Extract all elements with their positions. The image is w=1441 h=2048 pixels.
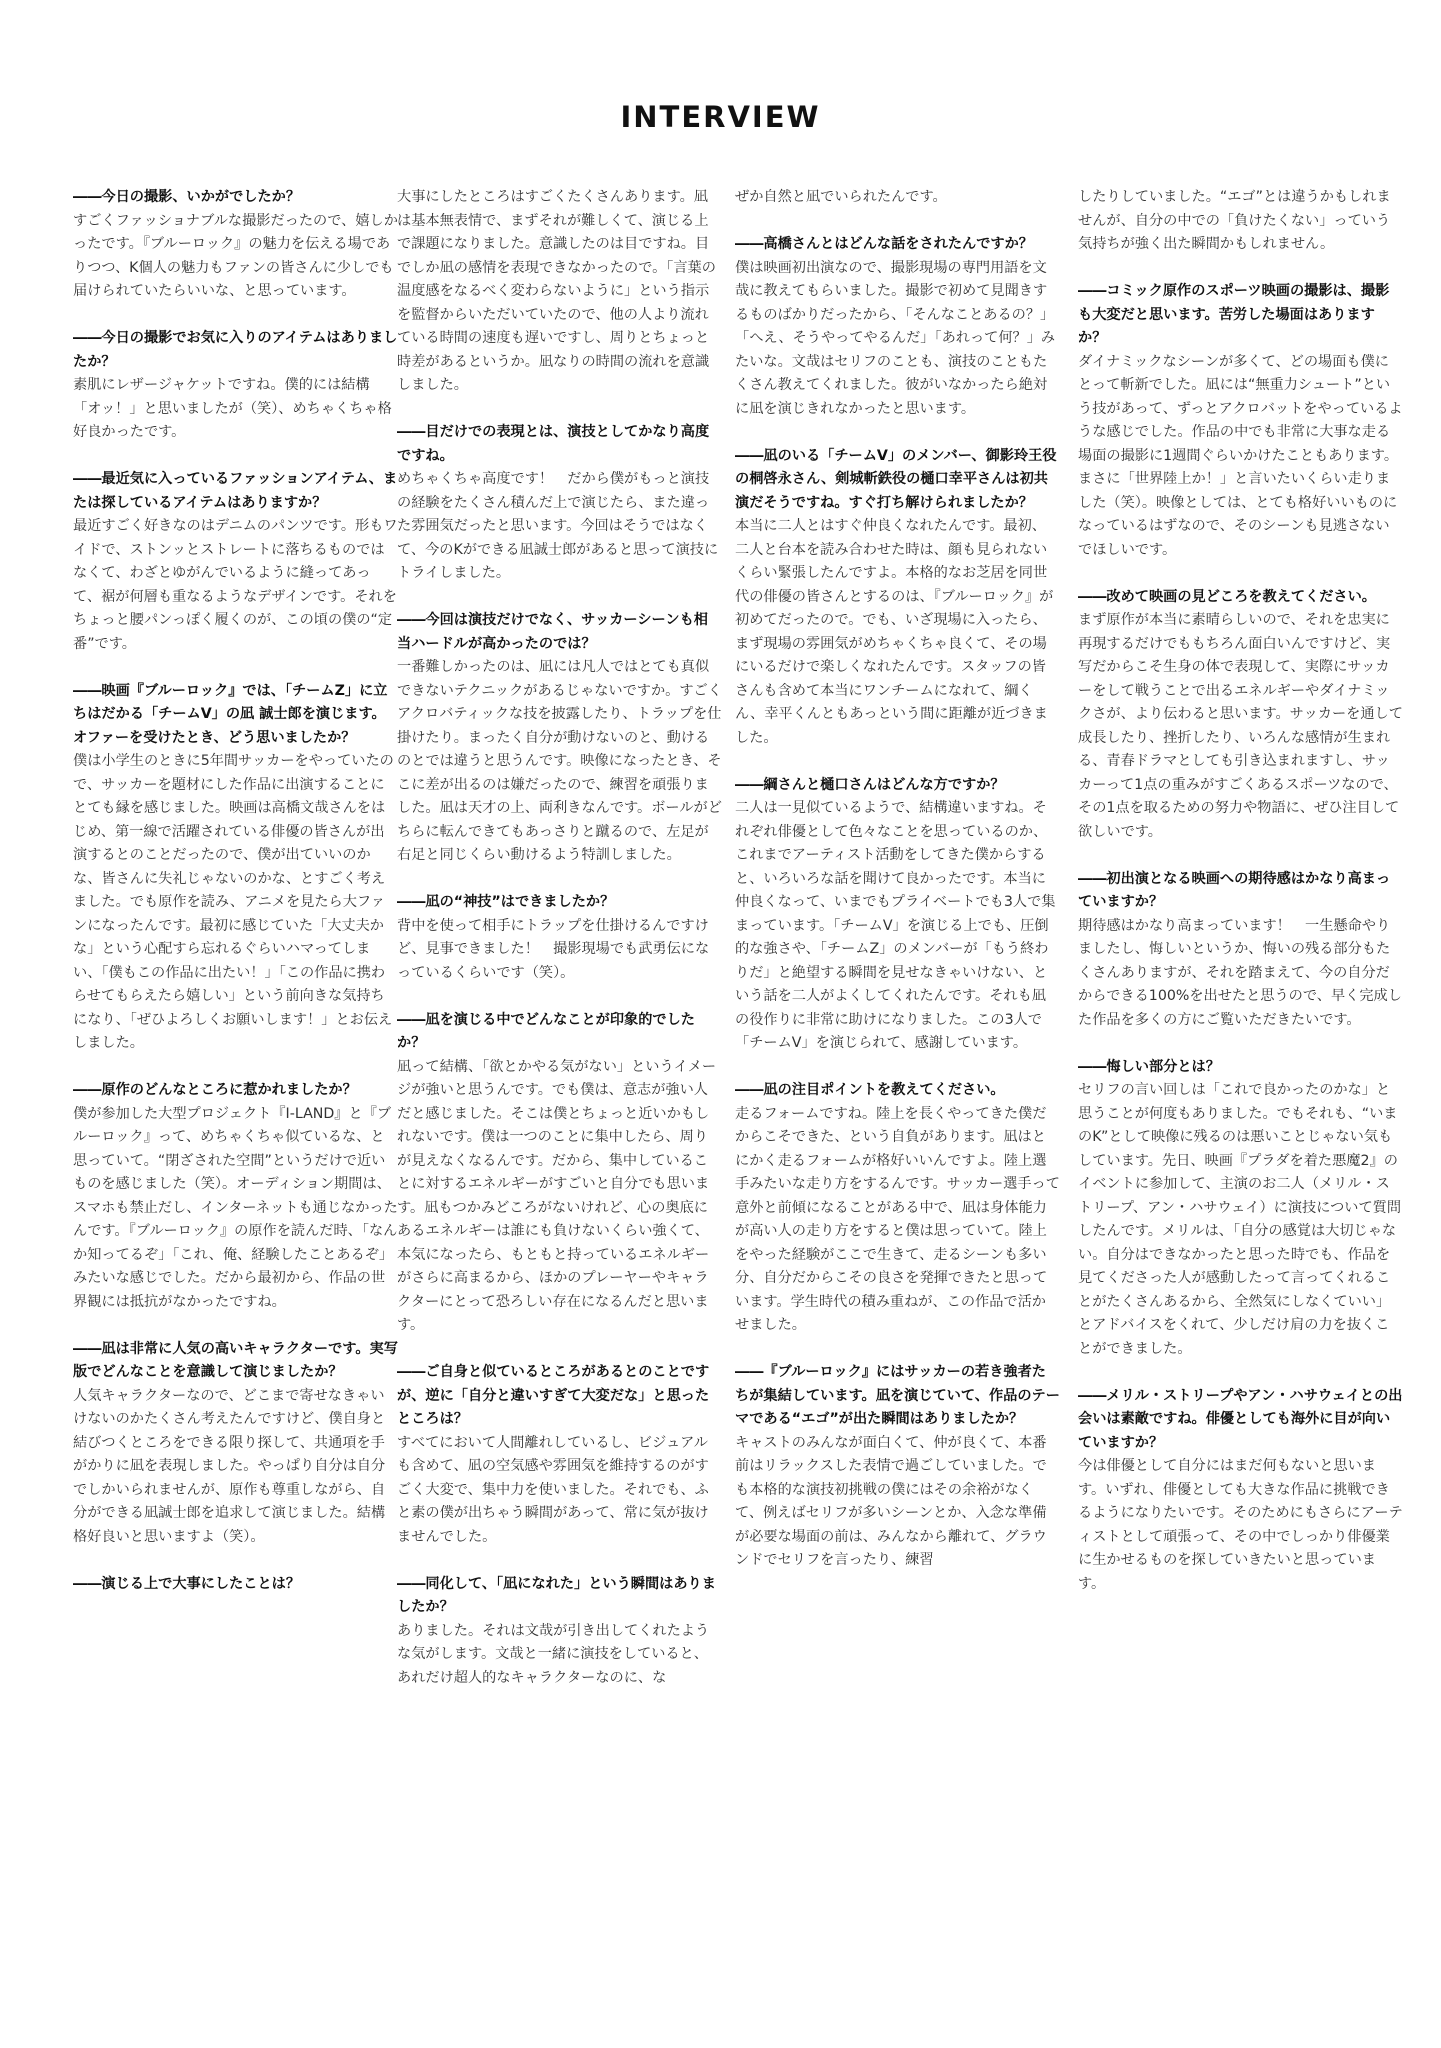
interview-answer: すべてにおいて人間離れしているし、ビジュアルも含めて、凪の空気感や雰囲気を維持するのがすごく大変で、集中力を使いました。それでも、ふと素の僕が出ちゃう瞬間があって、常に気が抜けませんでした。 <box>397 1434 709 1545</box>
interview-question: ――演じる上で大事にしたことは？ <box>73 1575 301 1592</box>
section-spacer <box>397 1338 722 1362</box>
section-spacer <box>1078 257 1403 281</box>
section-spacer <box>735 1338 1060 1362</box>
interview-question: ――今日の撮影、いかがでしたか？ <box>73 189 301 205</box>
interview-answer: 人気キャラクターなので、どこまで寄せなきゃいけないのかたくさん考えたんですけど、僕自身と結びつくところをできる限り探して、共通項を手がかりに凪を表現しました。やっぱり自分は自分でしかいられませんが、原作も尊重しながら、自分ができる凪誠士郎を追求して演じました。結構格好良いと思いますよ（笑）。 <box>73 1387 386 1545</box>
interview-question: ――同化して、「凪になれた」という瞬間はありましたか？ <box>397 1575 716 1615</box>
interview-question: ――凪を演じる中でどんなことが印象的でしたか？ <box>397 1011 695 1051</box>
interview-answer: 素肌にレザージャケットですね。僕的には結構「オッ！」と思いましたが（笑）、めちゃくちゃ格好良かったです。 <box>73 377 392 440</box>
section-spacer <box>397 985 722 1009</box>
interview-answer: セリフの言い回しは「これで良かったのかな」と思うことが何度もありました。でもそれも、“いまのK”として映像に残るのは悪いことじゃない気もしています。先日、映画『プラダを着た悪魔2』のイベントに参加して、主演のお二人（メリル・ストリープ、アン・ハサウェイ）に演技について質問したんです。メリルは、「自分の感覚は大切じゃない。自分はできなかったと思った時でも、作品を見てくださった人が感動したって言ってくれることがたくさんあるから、全然気にしなくていい」とアドバイスをくれて、少しだけ肩の力を抜くことができました。 <box>1078 1082 1402 1357</box>
interview-question: ――『ブルーロック』にはサッカーの若き強者たちが集結しています。凪を演じていて、作品のテーマである“エゴ”が出た瞬間はありましたか？ <box>735 1364 1060 1427</box>
section-spacer <box>735 421 1060 445</box>
interview-question: ――コミック原作のスポーツ映画の撮影は、撮影も大変だと思います。苦労した場面はありますか？ <box>1078 283 1390 346</box>
interview-question: ――映画『ブルーロック』では、「チームZ」に立ちはだかる「チームV」の凪 誠士郎を演じます。オファーを受けたとき、どう思いましたか？ <box>73 682 388 746</box>
interview-question: ――ご自身と似ているところがあるとのことですが、逆に「自分と違いすぎて大変だな」と思ったところは？ <box>397 1364 710 1427</box>
section-spacer <box>735 1056 1060 1080</box>
interview-question: ――凪は非常に人気の高いキャラクターです。実写版でどんなことを意識して演じましたか？ <box>73 1340 398 1380</box>
interview-answer: キャストのみんなが面白くて、仲が良くて、本番前はリラックスした表情で過ごしていました。でも本格的な演技初挑戦の僕にはその余裕がなくて、例えばセリフが多いシーンとか、入念な準備が必要な場面の前は、みんなから離れて、グラウンドでセリフを言ったり、練習 <box>735 1434 1047 1568</box>
section-spacer <box>1078 562 1403 586</box>
column-1 <box>73 186 398 1596</box>
interview-question: ――目だけでの表現とは、演技としてかなり高度ですね。 <box>397 424 710 464</box>
interview-answer: ダイナミックなシーンが多くて、どの場面も僕にとって斬新でした。凪には“無重力シュート”という技があって、ずっとアクロバットをやっているような感じでした。作品の中でも非常に大事な走る場面の撮影に1週間ぐらいかけたこともあります。まさに「世界陸上か！」と言いたいくらい走りました（笑）。映像としては、とても格好いいものになっているはずなので、そのシーンも見逃さないでほしいです。 <box>1078 353 1403 558</box>
interview-answer: 僕は小学生のときに5年間サッカーをやっていたので、サッカーを題材にした作品に出演することにとても縁を感じました。映画は高橋文哉さんをはじめ、第一線で活躍されている俳優の皆さんが出演するとのことだったので、僕が出ていいのかな、皆さんに失礼じゃないのかな、とすごく考えました。でも原作を読み、アニメを見たら大ファンになったんです。最初に感じていた「大丈夫かな」という心配すら忘れるぐらいハマってしまい、「僕もこの作品に出たい！」「この作品に携わらせてもらえたら嬉しい」という前向きな気持ちになり、「ぜひよろしくお願いします！」とお伝えしました。 <box>73 753 394 1051</box>
interview-question: ――綱さんと樋口さんはどんな方ですか？ <box>735 776 1005 793</box>
interview-answer: 期待感はかなり高まっています！ 一生懸命やりましたし、悔しいというか、悔いの残る部分もたくさんありますが、それを踏まえて、今の自分だからできる100%を出せたと思うので、早く完成した作品を多くの方にご覧いただきたいです。 <box>1078 917 1402 1028</box>
section-spacer <box>397 398 722 422</box>
interview-answer: 一番難しかったのは、凪には凡人ではとても真似できないテクニックがあるじゃないですか。すごくアクロバティックな技を披露したり、トラップを仕掛けたり。まったく自分が動けないのと、動けるのとでは違うと思うんです。映像になったとき、そこに差が出るのは嫌だったので、練習を頑張りました。凪は天才の上、両利きなんです。ボールがどちらに転んできてもあっさりと蹴るので、左足が右足と同じくらい動けるよう特訓しました。 <box>397 659 722 863</box>
interview-answer: ありました。それは文哉が引き出してくれたような気がします。文哉と一緒に演技をしていると、あれだけ超人的なキャラクターなのに、な <box>397 1622 710 1686</box>
interview-question: ――原作のどんなところに惹かれましたか？ <box>73 1082 357 1098</box>
section-spacer <box>397 868 722 892</box>
interview-question: ――改めて映画の見どころを教えてください。 <box>1078 588 1376 605</box>
interview-answer: 走るフォームですね。陸上を長くやってきた僕だからこそできた、という自負があります。凪はとにかく走るフォームが格好いいんですよ。陸上選手みたいな走り方をするんです。サッカー選手って意外と前傾になることがある中で、凪は身体能力が高い人の走り方をすると僕は思っていて。陸上をやった経験がここで生きて、走るシーンも多い分、自分だからこその良さを発揮できたと思っています。学生時代の積み重ねが、この作品で活かせました。 <box>735 1105 1060 1333</box>
interview-question: ――凪の“神技”はできましたか？ <box>397 894 615 910</box>
interview-answer: すごくファッショナブルな撮影だったので、嬉しかったです。『ブルーロック』の魅力を伝える場でありつつ、K個人の魅力もファンの皆さんに少しでも届けられていたらいいな、と思っています。 <box>73 212 398 299</box>
section-spacer <box>73 1549 398 1573</box>
section-spacer <box>73 304 398 328</box>
page-title: INTERVIEW <box>620 100 821 134</box>
interview-answer: 背中を使って相手にトラップを仕掛けるんですけど、見事できました！ 撮影現場でも武勇伝になっているくらいです（笑）。 <box>397 917 710 981</box>
interview-question: ――メリル・ストリープやアン・ハサウェイとの出会いは素敵ですね。俳優としても海外に目が向いていますか？ <box>1078 1387 1403 1451</box>
interview-question: ――高橋さんとはどんな話をされたんですか？ <box>735 236 1033 252</box>
interview-answer: 凪って結構、「欲とかやる気がない」というイメージが強いと思うんです。でも僕は、意志が強い人だと感じました。そこは僕とちょっと近いかもしれないです。僕は一つのことに集中したら、周りが見えなくなるんです。だから、集中していることに対するエネルギーがすごいと自分でも思います。凪もつかみどころがないけれど、心の奥底にあるエネルギーは誰にも負けないくらい強くて、本気になったら、もともと持っているエネルギーがさらに高まるから、ほかのプレーヤーやキャラクターにとって恐ろしい存在になるんだと思います。 <box>397 1058 717 1333</box>
interview-answer: 僕は映画初出演なので、撮影現場の専門用語を文哉に教えてもらいました。撮影で初めて見聞きするものばかりだったから、「そんなことあるの？」「へえ、そうやってやるんだ」「あれって何？」みたいな。文哉はセリフのことも、演技のこともたくさん教えてくれました。彼がいなかったら絶対に凪を演じきれなかったと思います。 <box>735 259 1056 417</box>
interview-answer: 僕が参加した大型プロジェクト『I-LAND』と『ブルーロック』って、めちゃくちゃ似ているな、と思っていて。“閉ざされた空間”というだけで近いものを感じました（笑）。オーディション期間は、スマホも禁止だし、インターネットも通じなかったんです。『ブルーロック』の原作を読んだ時、「なんか知ってるぞ」「これ、俺、経験したことあるぞ」みたいな感じでした。だから最初から、作品の世界観には抵抗がなかったですね。 <box>73 1105 398 1310</box>
column-3 <box>735 186 1060 1573</box>
interview-question: ――凪の注目ポイントを教えてください。 <box>735 1082 1005 1098</box>
section-spacer <box>1078 1361 1403 1385</box>
interview-answer: めちゃくちゃ高度です！ だから僕がもっと演技の経験をたくさん積んだ上で演じたら、また違った雰囲気だったと思います。今回はそうではなくて、今のKができる凪誠士郎があると思って演技にトライしました。 <box>397 471 719 581</box>
interview-answer: 最近すごく好きなのはデニムのパンツです。形もワイドで、ストンッとストレートに落ちるものではなくて、わざとゆがんでいるように縫ってあって、裾が何層も重なるようなデザインです。それをちょっと腰パンっぽく履くのが、この頃の僕の“定番”です。 <box>73 518 398 652</box>
interview-question: ――最近気に入っているファッションアイテム、または探しているアイテムはありますか？ <box>73 471 398 511</box>
column-2 <box>397 186 722 1690</box>
interview-answer: まず原作が本当に素晴らしいので、それを忠実に再現するだけでももちろん面白いんですけど、実写だからこそ生身の体で表現して、実際にサッカーをして戦うことで出るエネルギーやダイナミックさが、より伝わると思います。サッカーを通して成長したり、挫折したり、いろんな感情が生まれる、青春ドラマとしても引き込まれますし、サッカーって1点の重みがすごくあるスポーツなので、その1点を取るための努力や物語に、ぜひ注目して欲しいです。 <box>1078 612 1403 840</box>
interview-answer: 大事にしたところはすごくたくさんあります。凪は基本無表情で、まずそれが難しくて、演じる上で課題になりました。意識したのは目ですね。目でしか凪の感情を表現できなかったので。「言葉の温度感をなるべく変わらないように」という指示を監督からいただいていたので、他の人より流れている時間の速度も遅いですし、周りとちょっと時差があるというか。凪なりの時間の流れを意識しました。 <box>397 189 716 393</box>
interview-answer: 今は俳優として自分にはまだ何もないと思います。いずれ、俳優としても大きな作品に挑戦できるようになりたいです。そのためにもさらにアーティストとして頑張って、その中でしっかり俳優業に生かせるものを探していきたいと思っています。 <box>1078 1458 1403 1592</box>
interview-question: ――今日の撮影でお気に入りのアイテムはありましたか？ <box>73 330 398 370</box>
section-spacer <box>73 445 398 469</box>
interview-question: ――凪のいる「チームV」のメンバー、御影玲王役の桐啓永さん、剣城斬鉄役の樋口幸平さんは初共演だそうですね。すぐ打ち解けられましたか？ <box>735 447 1057 511</box>
interview-question: ――今回は演技だけでなく、サッカーシーンも相当ハードルが高かったのでは？ <box>397 612 708 652</box>
section-spacer <box>1078 1032 1403 1056</box>
interview-answer: したりしていました。“エゴ”とは違うかもしれませんが、自分の中での「負けたくない」っていう気持ちが強く出た瞬間かもしれません。 <box>1078 189 1391 252</box>
section-spacer <box>397 1549 722 1573</box>
interview-question: ――初出演となる映画への期待感はかなり高まっていますか？ <box>1078 870 1391 910</box>
section-spacer <box>735 750 1060 774</box>
interview-question: ――悔しい部分とは？ <box>1078 1058 1220 1075</box>
section-spacer <box>397 586 722 610</box>
section-spacer <box>73 656 398 680</box>
interview-answer: 本当に二人とはすぐ仲良くなれたんです。最初、二人と台本を読み合わせた時は、顔も見られないくらい緊張したんですよ。本格的なお芝居を同世代の俳優の皆さんとするのは、『ブルーロック』が初めてだったので。でも、いざ現場に入ったら、まず現場の雰囲気がめちゃくちゃ良くて、その場にいるだけで楽しくなれたんです。スタッフの皆さんも含めて本当にワンチームになれて、綱くん、幸平くんともあっという間に距離が近づきました。 <box>735 518 1054 746</box>
section-spacer <box>73 1314 398 1338</box>
column-4 <box>1078 186 1403 1596</box>
interview-answer: 二人は一見似ているようで、結構違いますね。それぞれ俳優として色々なことを思っているのか、これまでアーティスト活動をしてきた僕からすると、いろいろな話を聞けて良かったです。本当に仲良くなって、いまでもプライベートでも3人で集まっています。「チームV」を演じる上でも、圧倒的な強さや、「チームZ」のメンバーが「もう終わりだ」と絶望する瞬間を見せなきゃいけない、という話を二人がよくしてくれたんです。それも凪の役作りに非常に助けになりました。この3人で「チームV」を演じられて、感謝しています。 <box>735 800 1056 1051</box>
section-spacer <box>1078 844 1403 868</box>
section-spacer <box>73 1056 398 1080</box>
interview-answer: ぜか自然と凪でいられたんです。 <box>735 189 947 205</box>
section-spacer <box>735 210 1060 234</box>
